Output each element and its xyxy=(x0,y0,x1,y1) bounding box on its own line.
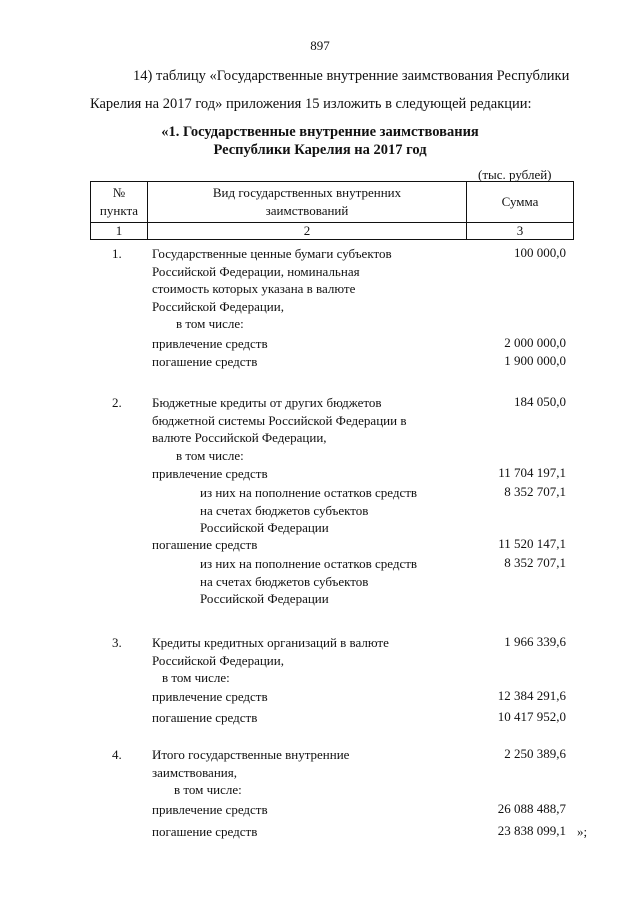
row-number: 2. xyxy=(112,395,122,410)
row-amount: 8 352 707,1 xyxy=(504,555,566,570)
row-label: привлечение средств xyxy=(152,689,268,704)
row-label: погашение средств xyxy=(152,824,258,839)
header-col-amount: Сумма xyxy=(467,182,574,223)
table-header xyxy=(90,181,574,240)
header-num-1: 1 xyxy=(91,223,148,240)
header-num-2: 2 xyxy=(148,223,467,240)
intro-line-2: Карелия на 2017 год» приложения 15 изложить в следующей редакции: xyxy=(90,96,532,112)
row-text: из них на пополнение остатков средств на счетах бюджетов субъектов Российской Федерации xyxy=(200,485,418,535)
row-amount: 184 050,0 xyxy=(514,394,566,409)
row-number: 3. xyxy=(112,635,122,650)
row-amount: 12 384 291,6 xyxy=(497,688,566,703)
unit-note: (тыс. рублей) xyxy=(478,167,552,182)
table-heading-line-2: Республики Карелия на 2017 год xyxy=(213,142,427,158)
row-amount: 10 417 952,0 xyxy=(497,709,566,724)
header-num-3: 3 xyxy=(467,223,574,240)
table-heading-line-1: «1. Государственные внутренние заимствования xyxy=(161,124,479,140)
intro-line-1: 14) таблицу «Государственные внутренние заимствования Республики xyxy=(133,68,570,84)
row-text: из них на пополнение остатков средств на счетах бюджетов субъектов Российской Федерации xyxy=(200,556,418,606)
row-amount: 1 900 000,0 xyxy=(504,353,566,368)
row-number: 4. xyxy=(112,747,122,762)
row-text: Бюджетные кредиты от других бюджетов бюджетной системы Российской Федерации в валюте Российской Федерации, в том числе: xyxy=(152,395,407,463)
row-amount: 23 838 099,1 xyxy=(497,823,566,838)
row-text: Государственные ценные бумаги субъектов Российской Федерации, номинальная стоимость которых указана в валюте Российской Федерации, в том числе: xyxy=(152,246,392,331)
row-amount: 2 250 389,6 xyxy=(504,746,566,761)
row-amount: 2 000 000,0 xyxy=(504,335,566,350)
header-col-number: № пункта xyxy=(91,182,148,223)
row-label: погашение средств xyxy=(152,710,258,725)
row-amount: 26 088 488,7 xyxy=(497,801,566,816)
row-amount: 100 000,0 xyxy=(514,245,566,260)
row-number: 1. xyxy=(112,246,122,261)
row-text: Итого государственные внутренние заимствования, в том числе: xyxy=(152,747,350,797)
closing-mark: »; xyxy=(577,824,588,839)
row-amount: 11 520 147,1 xyxy=(498,536,566,551)
row-amount: 11 704 197,1 xyxy=(498,465,566,480)
row-label: привлечение средств xyxy=(152,466,268,481)
row-amount: 1 966 339,6 xyxy=(504,634,566,649)
row-label: погашение средств xyxy=(152,354,258,369)
row-text: Кредиты кредитных организаций в валюте Российской Федерации, в том числе: xyxy=(152,635,389,685)
row-label: привлечение средств xyxy=(152,336,268,351)
header-col-type: Вид государственных внутренних заимствований xyxy=(148,182,467,223)
row-label: погашение средств xyxy=(152,537,258,552)
row-amount: 8 352 707,1 xyxy=(504,484,566,499)
row-label: привлечение средств xyxy=(152,802,268,817)
page-number: 897 xyxy=(310,38,330,53)
